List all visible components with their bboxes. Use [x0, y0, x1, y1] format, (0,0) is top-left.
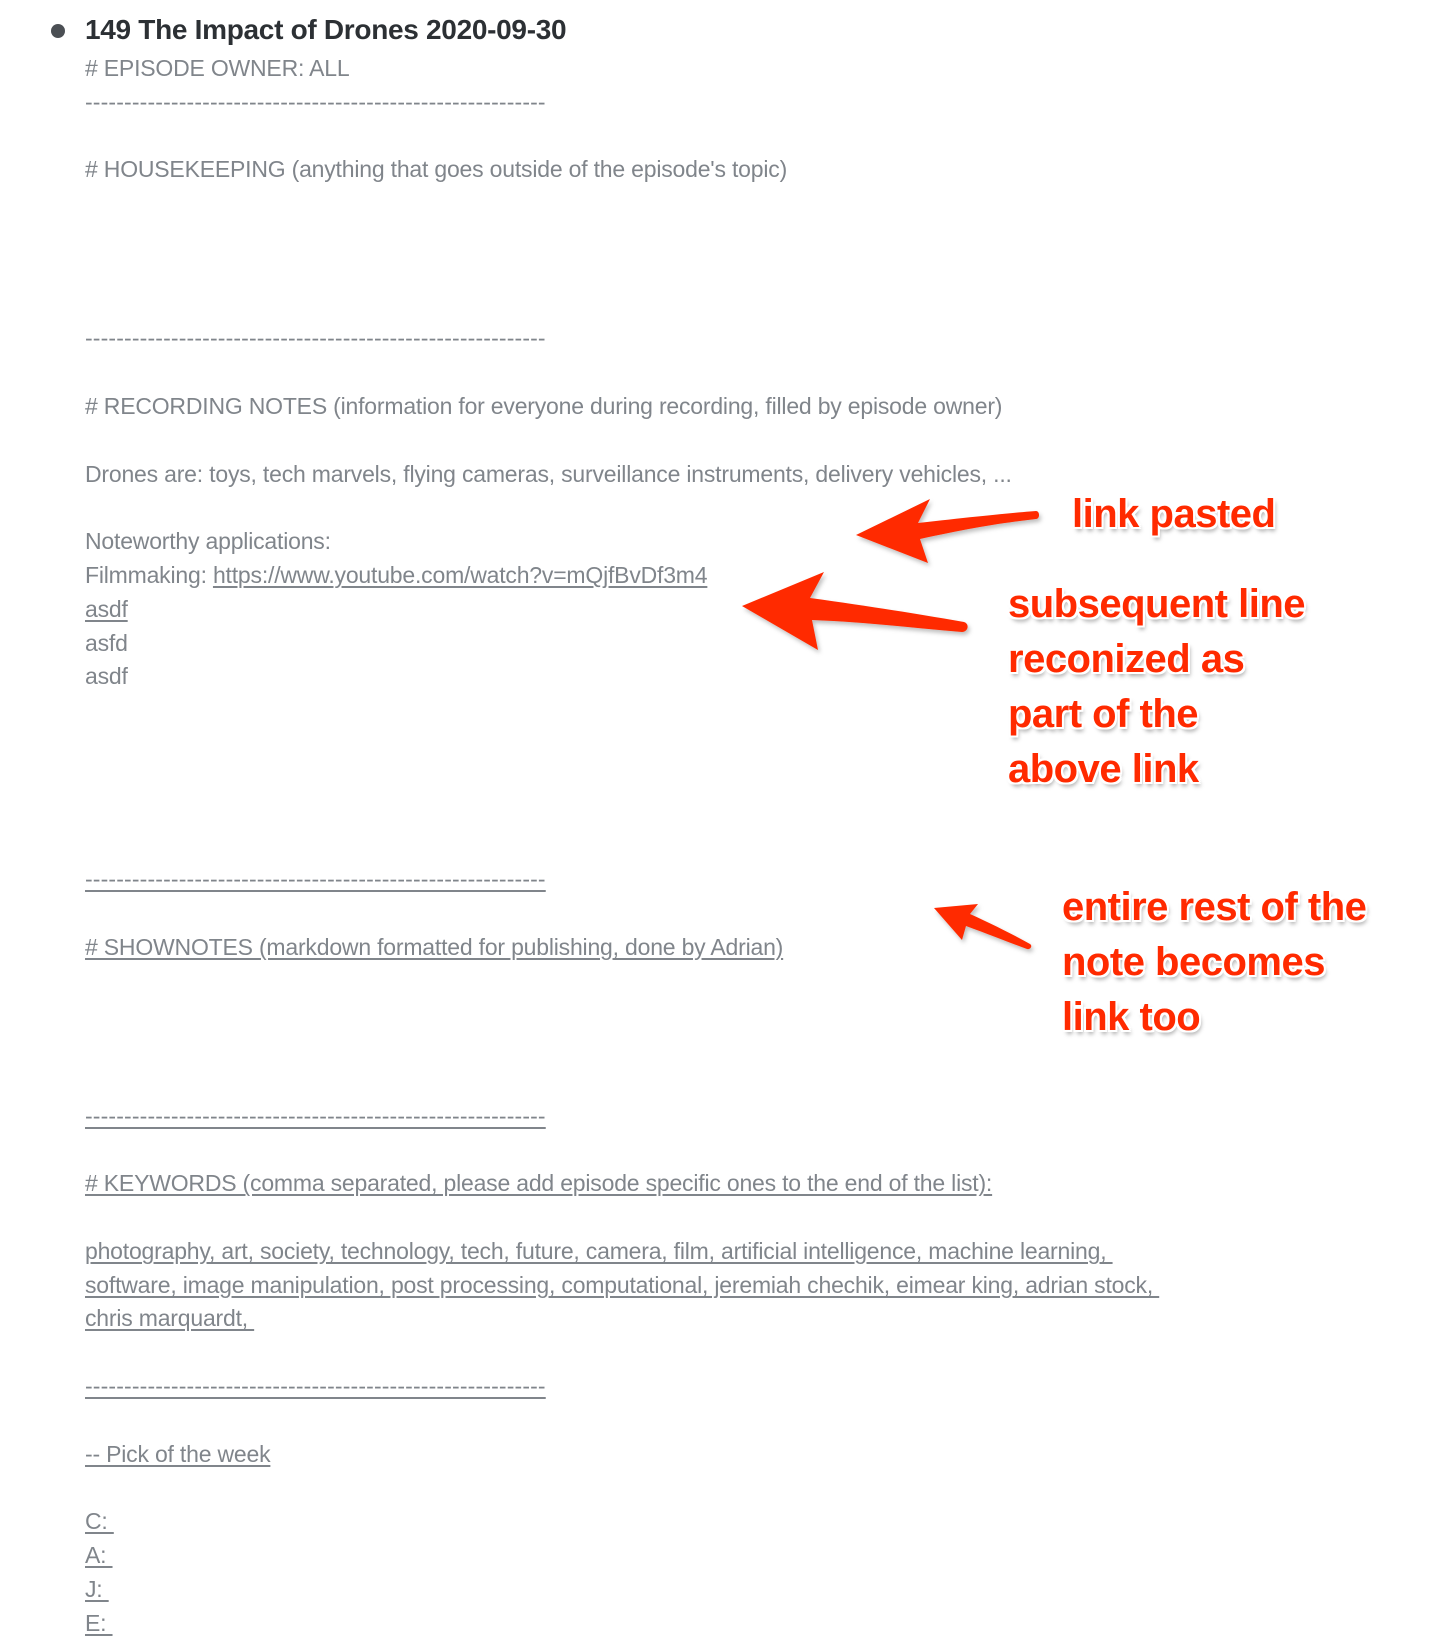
blank-line [85, 829, 1385, 863]
blank-line [85, 1201, 1385, 1235]
divider-linked [85, 1100, 1385, 1134]
divider-link[interactable]: ----------------------------------------------------------- [85, 1102, 546, 1129]
annotation-text: link pasted [1072, 492, 1276, 536]
divider-link[interactable]: ----------------------------------------------------------- [85, 866, 546, 893]
annotation-text: above link [1008, 747, 1199, 791]
keywords-link-2[interactable]: software, image manipulation, post processing, computational, jeremiah chechik, eimear king, adrian stock, [85, 1271, 1160, 1298]
youtube-link[interactable]: https://www.youtube.com/watch?v=mQjfBvDf3m4 [212, 561, 708, 588]
blank-line [85, 796, 1385, 830]
pick-a-link[interactable]: A: [85, 1542, 113, 1569]
filmmaking-label: Filmmaking: [85, 561, 213, 588]
annotation-text: subsequent line [1008, 582, 1305, 626]
pick-c-link[interactable]: C: [85, 1508, 114, 1535]
blank-line [85, 1404, 1385, 1438]
noteworthy-applications-line: Noteworthy applications: [85, 528, 331, 555]
blank-line [85, 356, 1385, 390]
note-bullet-icon[interactable] [51, 24, 65, 38]
pick-j-line [85, 1573, 1385, 1607]
keywords-header [85, 1167, 1385, 1201]
asfd-line: asfd [85, 629, 128, 656]
annotation-link-pasted [1072, 487, 1275, 542]
blank-line [85, 1066, 1385, 1100]
arrow-link-pasted-icon [850, 495, 1050, 570]
keywords-header-link[interactable]: # KEYWORDS (comma separated, please add episode specific ones to the end of the list): [85, 1170, 993, 1197]
pick-e-link[interactable]: E: [85, 1609, 113, 1636]
recording-notes-header: # RECORDING NOTES (information for everyone during recording, filled by episode owner) [85, 392, 1003, 419]
episode-owner-line: # EPISODE OWNER: ALL [85, 55, 350, 81]
divider: ----------------------------------------------------------- [85, 88, 546, 115]
pick-of-week-header [85, 1438, 1385, 1472]
pick-c-line [85, 1505, 1385, 1539]
annotation-text: link too [1062, 995, 1201, 1039]
blank-line [85, 1471, 1385, 1505]
pick-a-line [85, 1539, 1385, 1573]
blank-line [85, 1134, 1385, 1168]
asdf-line: asdf [85, 663, 128, 690]
pick-e-line [85, 1607, 1385, 1640]
annotation-text: note becomes [1062, 940, 1325, 984]
annotation-text: part of the [1008, 692, 1199, 736]
blank-line [85, 221, 1385, 255]
arrow-rest-of-note-icon [930, 900, 1040, 960]
keywords-line-1 [85, 1235, 1385, 1269]
annotation-text: entire rest of the [1062, 885, 1367, 929]
annotation-subsequent-line [1008, 577, 1305, 797]
annotation-text: reconized as [1008, 637, 1245, 681]
keywords-link-3[interactable]: chris marquardt, [85, 1305, 255, 1332]
annotation-rest-of-note [1062, 880, 1366, 1045]
keywords-link-1[interactable]: photography, art, society, technology, tech, future, camera, film, artificial intelligence, machine learning, [85, 1237, 1113, 1264]
housekeeping-header: # HOUSEKEEPING (anything that goes outside of the episode's topic) [85, 156, 788, 183]
drones-are-line: Drones are: toys, tech marvels, flying cameras, surveillance instruments, delivery vehicles, ... [85, 460, 1012, 487]
blank-line [85, 255, 1385, 289]
blank-line [85, 424, 1385, 458]
pick-of-week-link[interactable]: -- Pick of the week [85, 1440, 271, 1467]
pick-j-link[interactable]: J: [85, 1575, 109, 1602]
arrow-subsequent-line-icon [738, 570, 978, 655]
blank-line [85, 289, 1385, 323]
divider-linked [85, 1370, 1385, 1404]
shownotes-link[interactable]: # SHOWNOTES (markdown formatted for publishing, done by Adrian) [85, 933, 784, 960]
divider: ----------------------------------------------------------- [85, 325, 546, 352]
note-title[interactable]: 149 The Impact of Drones 2020-09-30 [85, 14, 567, 45]
divider-link[interactable]: ----------------------------------------------------------- [85, 1373, 546, 1400]
blank-line [85, 120, 1385, 154]
blank-line [85, 1336, 1385, 1370]
keywords-line-2 [85, 1269, 1385, 1303]
keywords-line-3 [85, 1302, 1385, 1336]
note-body[interactable] [85, 52, 1385, 1640]
blank-line [85, 187, 1385, 221]
asdf-link[interactable]: asdf [85, 595, 128, 622]
